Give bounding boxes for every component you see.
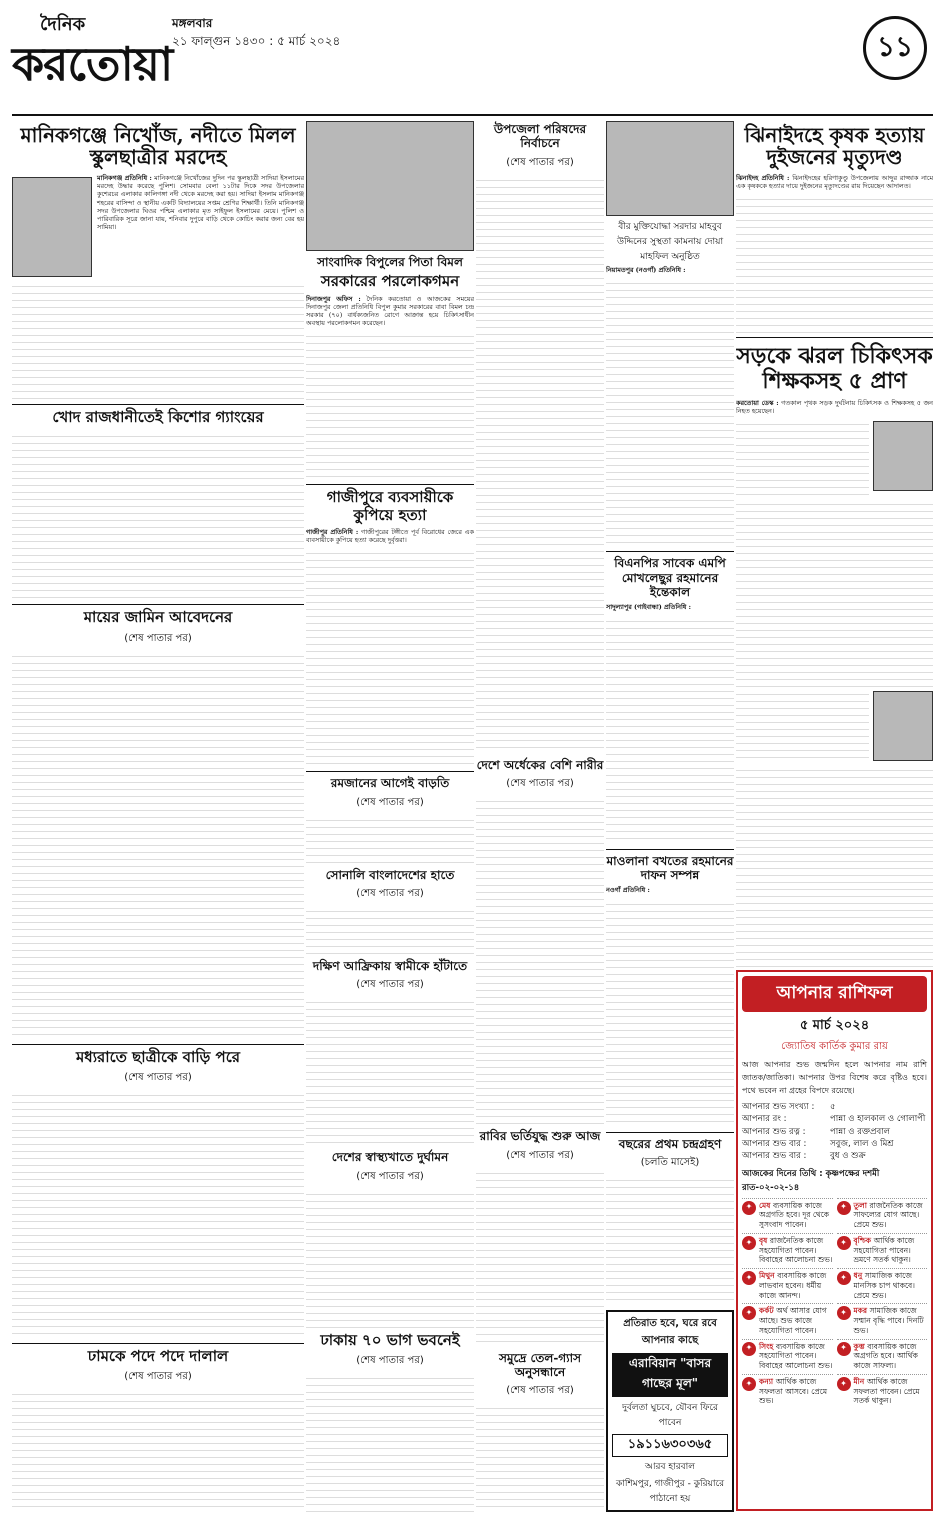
ad-line-3: দুর্বলতা ঘুচবে, যৌবন ফিরে পাবেন xyxy=(622,1402,718,1428)
headline-madhyarate: মধ্যরাতে ছাত্রীকে বাড়ি পরে xyxy=(75,1047,241,1066)
continued-label: ( শেষ পাতার পর ) xyxy=(476,1148,604,1165)
zodiac-text: মীন আর্থিক কাজে সফলতা পাবেন। প্রেমে সতর্ক থাকুন। xyxy=(853,1376,920,1406)
zodiac-sign-entry xyxy=(742,1374,833,1406)
zodiac-name: মিথুন xyxy=(759,1271,778,1281)
headline-sonali: সোনালি বাংলাদেশের হাতে xyxy=(325,867,455,882)
text-block xyxy=(12,1089,304,1339)
zodiac-icon: ✦ xyxy=(837,1271,851,1285)
horoscope-astrologer: জ্যোতিষ কার্তিক কুমার রায় xyxy=(781,1041,888,1052)
horoscope-row xyxy=(742,1150,927,1162)
zodiac-name: কন্যা xyxy=(759,1376,776,1386)
eclipse-kicker: ( চলতি মাসেই ) xyxy=(606,1155,734,1172)
zodiac-text: সিংহ ব্যবসায়িক কাজে সহযোগিতা পাবেন। বিবাহের আলোচনা শুভ। xyxy=(759,1341,833,1371)
zodiac-sign-entry xyxy=(837,1374,928,1406)
continued-label: ( শেষ পাতার পর ) xyxy=(12,631,304,648)
zodiac-name: মকর xyxy=(853,1306,870,1316)
byline-road-accident: করতোয়া ডেস্ক : xyxy=(736,398,779,407)
headline-ramadan: রমজানের আগেই বাড়তি xyxy=(330,776,450,791)
zodiac-text: মিথুন ব্যবসায়িক কাজে লাভবান হবেন। ধর্মীয় কাজে আনন্দ। xyxy=(759,1271,827,1300)
zodiac-icon: ✦ xyxy=(837,1342,851,1356)
zodiac-text: কুম্ভ ব্যবসায়িক কাজে অগ্রগতি হবে। আর্থিক কাজে সাফল্য। xyxy=(853,1341,918,1371)
zodiac-name: ধনু xyxy=(853,1271,865,1281)
zodiac-icon: ✦ xyxy=(742,1236,756,1250)
body-jhenaidah: ঝিনাইদহের হরিণাকুণ্ডু উপজেলায় আব্দুর রাজ্জাক নামে এক কৃষককে হত্যার দায়ে দুইজনের মৃত্যুদণ্ডের রায় দিয়েছেন আদালত। xyxy=(736,174,933,191)
horoscope-row xyxy=(742,1101,927,1113)
headline-south-africa: দক্ষিণ আফ্রিকায় স্বামীকে হাঁটাতে xyxy=(312,959,468,974)
doctor-photo xyxy=(873,421,933,491)
horoscope-tithi: আজকের দিনের তিথি : কৃষ্ণপক্ষের দশমী রাত-০২-০২-১৪ xyxy=(742,1168,880,1193)
byline-maulana: নওগাঁ প্রতিনিধি : xyxy=(606,886,650,895)
text-block xyxy=(306,330,474,480)
horoscope-row-key: আপনার শুভ বার : xyxy=(742,1138,807,1149)
horoscope-row xyxy=(742,1113,927,1125)
ad-line-2: এরাবিয়ান "বাসর গাছের মূল" xyxy=(612,1353,728,1397)
zodiac-name: বৃষ xyxy=(759,1235,770,1245)
text-block xyxy=(306,814,474,864)
text-block xyxy=(606,1174,734,1304)
headline-road-accident: সড়কে ঝরল চিকিৎসক শিক্ষকসহ ৫ প্রাণ xyxy=(736,343,933,394)
zodiac-name: সিংহ xyxy=(759,1341,776,1351)
column-4 xyxy=(606,118,734,1513)
headline-gazipur: গাজীপুরে ব্যবসায়ীকে কুপিয়ে হত্যা xyxy=(326,488,454,524)
zodiac-name: কর্কট xyxy=(759,1306,777,1316)
herbal-advertisement xyxy=(606,1310,734,1512)
horoscope-date: ৫ মার্চ ২০২৪ xyxy=(799,1018,870,1033)
zodiac-text: বৃষ রাজনৈতিক কাজে সহযোগিতা পাবেন। বিবাহের আলোচনা শুভ। xyxy=(759,1235,833,1265)
ad-line-1: প্রতিরাত হবে, ঘরে রবে আপনার কাছে xyxy=(623,1317,717,1346)
byline-obituary: নিয়ামতপুর (নওগাঁ) প্রতিনিধি : xyxy=(606,266,686,274)
zodiac-icon: ✦ xyxy=(742,1306,756,1320)
text-block xyxy=(306,996,474,1146)
text-block xyxy=(736,418,869,498)
masthead-date: ২১ ফাল্গুন ১৪৩০ : ৫ মার্চ ২০২৪ xyxy=(172,34,341,48)
zodiac-icon: ✦ xyxy=(742,1271,756,1285)
zodiac-icon: ✦ xyxy=(837,1306,851,1320)
text-block xyxy=(12,650,304,1040)
horoscope-row-key: আপনার শুভ বার : xyxy=(742,1151,807,1162)
masthead xyxy=(12,8,933,116)
continued-label: ( শেষ পাতার পর ) xyxy=(476,776,604,793)
horoscope-row-key: আপনার শুভ সংখ্যা : xyxy=(742,1102,815,1112)
horoscope-title: আপনার রাশিফল xyxy=(742,976,927,1012)
byline-jhenaidah: ঝিনাইদহ প্রতিনিধি : xyxy=(736,174,790,182)
ad-address: আরব হারবাল xyxy=(645,1461,695,1472)
horoscope-details xyxy=(742,1101,927,1163)
page-number: ১১ xyxy=(863,16,927,80)
column-2 xyxy=(306,118,474,1513)
horoscope-row-value: পান্না ও হালকাল ও গোলাপী xyxy=(830,1114,926,1125)
horoscope-row-value: পান্না ও রক্তপ্রবাল xyxy=(830,1126,891,1137)
continued-label: ( শেষ পাতার পর ) xyxy=(12,1369,304,1386)
ad-address-2: কাশিমপুর, গাজীপুর - কুরিয়ারে পাঠানো হয় xyxy=(615,1478,725,1504)
ad-phone: ১৯১১৬৩০৩৬৫ xyxy=(612,1434,728,1457)
zodiac-text: মকর সামাজিক কাজে সম্মান বৃদ্ধি পাবে। দিনটি শুভ। xyxy=(853,1306,924,1335)
body-gazipur: গাজীপুরের টঙ্গীতে পূর্ব বিরোধের জেরে এক ব্যবসায়ীকে কুপিয়ে হত্যা করেছে দুর্বৃত্তরা। xyxy=(306,527,474,545)
freedom-fighter-photo xyxy=(606,121,734,216)
horoscope-row xyxy=(742,1138,927,1150)
continued-label: ( শেষ পাতার পর ) xyxy=(306,1353,474,1370)
headline-mayer-jamin: মায়ের জামিন আবেদনের xyxy=(83,608,233,627)
zodiac-sign-entry xyxy=(742,1233,833,1265)
zodiac-sign-entry xyxy=(837,1268,928,1300)
column-3 xyxy=(476,118,604,1513)
text-block xyxy=(306,1188,474,1328)
text-block xyxy=(606,277,734,547)
horoscope-row-key: আপনার রং : xyxy=(742,1114,787,1125)
zodiac-icon: ✦ xyxy=(837,1377,851,1391)
zodiac-sign-entry xyxy=(742,1339,833,1371)
headline-rabi: রাবির ভর্তিযুদ্ধ শুরু আজ xyxy=(479,1129,601,1144)
column-1 xyxy=(12,118,304,1513)
zodiac-name: মীন xyxy=(853,1376,867,1386)
biplab-father-photo xyxy=(306,121,474,251)
byline-manikganj: মানিকগঞ্জ প্রতিনিধি : xyxy=(97,174,152,182)
horoscope-row-value: ৫ xyxy=(830,1102,836,1112)
text-block xyxy=(736,498,933,688)
caption-biplab: সাংবাদিক বিপুলের পিতা বিমল xyxy=(317,255,463,269)
text-block xyxy=(476,1402,604,1513)
text-block xyxy=(12,1388,304,1513)
horoscope-row-value: সবুজ, লাল ও মিশ্র xyxy=(830,1138,894,1149)
text-block xyxy=(306,547,474,767)
text-block xyxy=(736,193,933,333)
zodiac-grid xyxy=(742,1198,927,1407)
zodiac-icon: ✦ xyxy=(837,1201,851,1215)
headline-manikganj: মানিকগঞ্জে নিখোঁজ, নদীতে মিলল স্কুলছাত্রীর মরদেহ xyxy=(20,123,296,169)
byline-gazipur: গাজীপুর প্রতিনিধি : xyxy=(306,527,359,536)
zodiac-text: ধনু সামাজিক কাজে মানসিক চাপ থাকবে। প্রেমে শুভ। xyxy=(853,1271,915,1300)
headline-half-women: দেশে অর্ধেকের বেশি নারীর xyxy=(476,757,604,772)
continued-label: ( শেষ পাতার পর ) xyxy=(476,155,604,172)
text-block xyxy=(12,430,304,600)
headline-jhenaidah: ঝিনাইদহে কৃষক হত্যায় দুইজনের মৃত্যুদণ্ড xyxy=(744,123,925,169)
horoscope-row-key: আপনার শুভ রত্ন : xyxy=(742,1126,806,1137)
text-block xyxy=(476,795,604,1125)
headline-maulana: মাওলানা বখতের রহমানের দাফন সম্পন্ন xyxy=(606,853,734,882)
horoscope-intro: আজ আপনার শুভ জন্মদিন হলে আপনার নাম রাশি জাতক/জাতিকা। আপনার উপর বিশেষ করে বৃষ্টিও হবে। পথে ভবেন না গ্রহের বিপদে রয়েছে। xyxy=(742,1060,927,1095)
text-block xyxy=(606,615,734,845)
text-block xyxy=(306,1372,474,1513)
text-block xyxy=(606,898,734,1128)
headline-dhaka-70: ঢাকায় ৭০ ভাগ ভবনেই xyxy=(320,1330,460,1349)
zodiac-sign-entry xyxy=(742,1268,833,1300)
byline-mokhlesur: সাদুল্যাপুর (গাইবান্ধা) প্রতিনিধি : xyxy=(606,603,691,612)
headline-eclipse: বছরের প্রথম চন্দ্রগ্রহণ xyxy=(618,1136,722,1151)
zodiac-sign-entry xyxy=(742,1303,833,1335)
zodiac-sign-entry xyxy=(837,1339,928,1371)
student-photo xyxy=(12,177,92,277)
headline-mokhlesur: বিএনপির সাবেক এমপি মোখলেছুর রহমানের ইন্তেকাল xyxy=(614,556,726,599)
zodiac-sign-entry xyxy=(837,1233,928,1265)
headline-dhakay-dalal: ঢামকে পদে পদে দালাল xyxy=(87,1346,229,1365)
headline-health: দেশের স্বাস্থ্যখাতে দুর্ঘামন xyxy=(331,1150,449,1165)
text-block xyxy=(736,764,933,968)
zodiac-icon: ✦ xyxy=(742,1377,756,1391)
zodiac-sign-entry xyxy=(742,1198,833,1230)
horoscope-row-value: বুধ ও শুক্র xyxy=(830,1151,866,1162)
zodiac-icon: ✦ xyxy=(742,1342,756,1356)
text-block xyxy=(476,174,604,754)
continued-label: ( শেষ পাতার পর ) xyxy=(306,977,474,994)
continued-label: ( শেষ পাতার পর ) xyxy=(306,886,474,903)
zodiac-name: তুলা xyxy=(853,1200,870,1210)
horoscope-box xyxy=(736,970,933,1511)
zodiac-sign-entry xyxy=(837,1303,928,1335)
horoscope-row xyxy=(742,1126,927,1138)
zodiac-sign-entry xyxy=(837,1198,928,1230)
body-manikganj: মানিকগঞ্জে নিখোঁজের দুদিন পর স্কুলছাত্রী সাদিয়া ইসলামের মরদেহ উদ্ধার করেছে পুলিশ। সোমবার বেলা ১১টার দিকে সদর উপজেলার কুশেরচর এলাকার কালিগঙ্গা নদী থেকে মরদেহ করা হয়। সাদিয়া ইসলাম মানিকগঞ্জ শহরের বাসিন্দা ও স্থানীয় একটি বিদ্যালয়ের সপ্তম শ্রেণির শিক্ষার্থী। তিনি মানিকগঞ্জ সদর উপজেলার ঘিওর পশ্চিম এলাকার মৃত সাইফুল ইসলামের মেয়ে। পুলিশ ও পারিবারিক সূত্রে জানা যায়, শনিবার দুপুরে বাড়ি থেকে কোচিং করার জন্য বের হয় সামিয়া। xyxy=(97,174,304,232)
logo-prefix: দৈনিক xyxy=(40,14,86,35)
headline-biplab: সরকারের পরলোকগমন xyxy=(320,272,460,291)
zodiac-text: মেষ ব্যবসায়িক কাজে অগ্রগতি হবে। দূর থেকে সুসংবাদ পাবেন। xyxy=(759,1200,829,1230)
column-5 xyxy=(736,118,933,968)
zodiac-text: কর্কট অর্থ আসার যোগ আছে। শুভ কাজে সহযোগিতা পাবেন। xyxy=(759,1306,827,1335)
body-biplab: দৈনিক করতোয়া ও আজকের সময়ের দিনাজপুর জেলা প্রতিনিধি বিপুল কুমার সরকারের বাবা বিমল চন্দ্র সরকার (৭০) বার্ধক্যজনিত রোগে আক্রান্ত হয়ে চিকিৎসাধীন অবস্থায় পরলোকগমন করেছেন। xyxy=(306,294,474,328)
zodiac-name: বৃশ্চিক xyxy=(853,1235,874,1245)
masthead-day: মঙ্গলবার xyxy=(172,16,213,30)
zodiac-text: বৃশ্চিক আর্থিক কাজে সহযোগিতা পাবেন। ভ্রমণে সতর্ক থাকুন। xyxy=(853,1235,915,1265)
zodiac-text: তুলা রাজনৈতিক কাজে সাফল্যের যোগ আছে। প্রেমে শুভ। xyxy=(853,1200,923,1230)
masthead-meta xyxy=(172,14,340,50)
zodiac-icon: ✦ xyxy=(837,1236,851,1250)
continued-label: ( শেষ পাতার পর ) xyxy=(476,1383,604,1400)
headline-upazila: উপজেলা পরিষদের নির্বাচনে xyxy=(493,122,587,151)
zodiac-icon: ✦ xyxy=(742,1201,756,1215)
body-manikganj-cont xyxy=(12,280,304,400)
continued-label: ( শেষ পাতার পর ) xyxy=(306,1169,474,1186)
zodiac-name: কুম্ভ xyxy=(853,1341,868,1351)
zodiac-text: কন্যা আর্থিক কাজে সফলতা আসবে। প্রেমে শুভ। xyxy=(759,1376,827,1406)
text-block xyxy=(306,905,474,955)
body-road-accident: গতকাল পৃথক সড়ক দুর্ঘটনায় চিকিৎসক ও শিক্ষকসহ ৫ জন নিহত হয়েছেন। xyxy=(736,398,933,415)
continued-label: ( শেষ পাতার পর ) xyxy=(12,1070,304,1087)
headline-kishor-gang: খোদ রাজধানীতেই কিশোর গ্যাংয়ের xyxy=(52,408,264,426)
text-block xyxy=(476,1167,604,1347)
logo-name: করতোয়া xyxy=(12,37,173,91)
continued-label: ( শেষ পাতার পর ) xyxy=(306,795,474,812)
caption-obituary: বীর মুক্তিযোদ্ধা সরদার মাহবুব উদ্দিনের সুস্থতা কামনায় দোয়া মাহফিল অনুষ্ঠিত xyxy=(616,222,724,262)
text-block xyxy=(736,688,869,758)
headline-samudra: সমুদ্রে তেল-গ্যাস অনুসন্ধানে xyxy=(498,1350,582,1379)
child-photo xyxy=(873,691,933,761)
byline-biplab: দিনাজপুর অফিস : xyxy=(306,294,361,303)
zodiac-name: মেষ xyxy=(759,1200,773,1210)
